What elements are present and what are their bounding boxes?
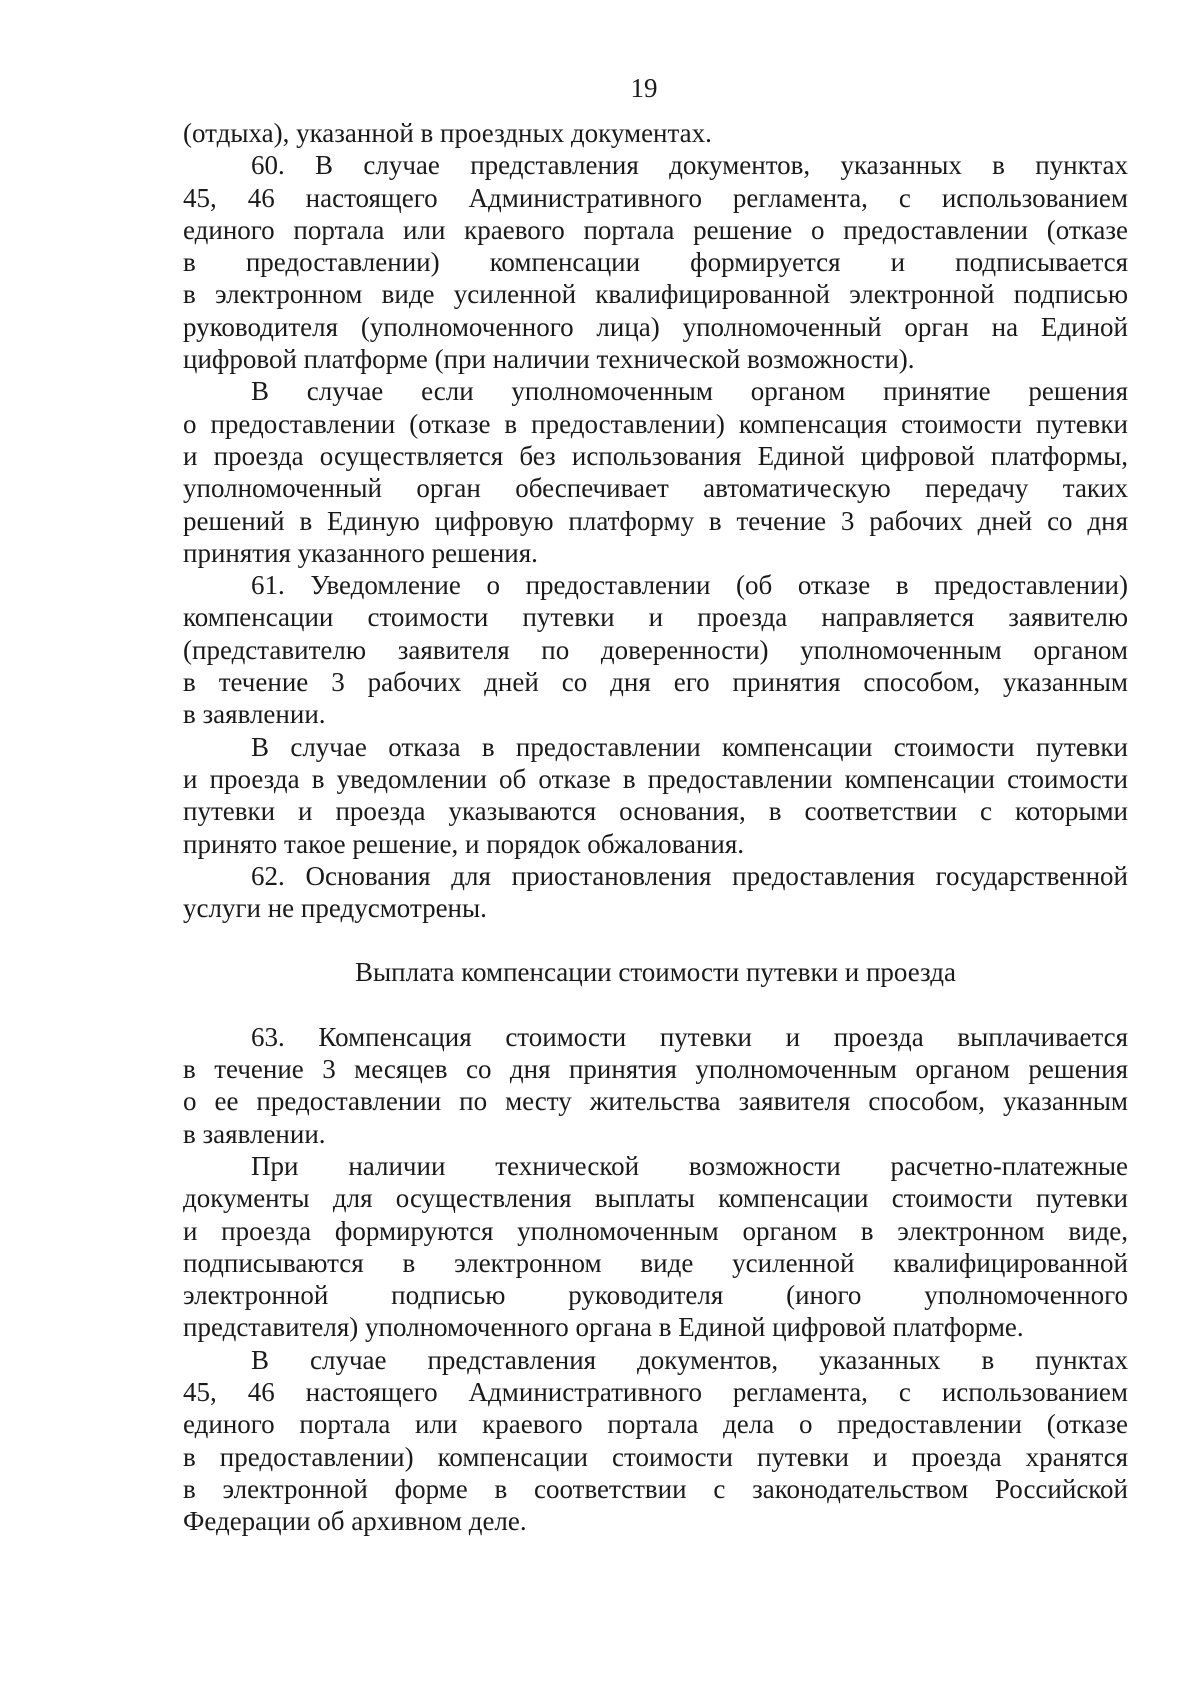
text-line: 63. Компенсация стоимости путевки и проезда выплачивается [251, 1021, 1128, 1052]
text-line: уполномоченный орган обеспечивает автоматическую передачу таких [183, 473, 1128, 504]
text-line: решений в Единую цифровую платформу в течение 3 рабочих дней со дня [183, 505, 1128, 536]
text-line: о предоставлении (отказе в предоставлении) компенсация стоимости путевки [183, 408, 1128, 439]
page-number: 19 [630, 73, 658, 103]
text-line: о ее предоставлении по месту жительства заявителя способом, указанным [183, 1086, 1128, 1117]
text-line: в заявлении. [183, 1118, 326, 1149]
text-line: компенсации стоимости путевки и проезда направляется заявителю [183, 602, 1128, 633]
text-line: Федерации об архивном деле. [183, 1506, 527, 1537]
text-block-after-heading [183, 1021, 1128, 1538]
text-line: в заявлении. [183, 699, 326, 730]
text-line: в предоставлении) компенсации формируется и подписывается [183, 247, 1128, 278]
text-line: (отдыха), указанной в проездных документах. [183, 118, 712, 148]
text-line: 45, 46 настоящего Административного регламента, с использованием [183, 1376, 1128, 1407]
text-line: цифровой платформе (при наличии технической возможности). [183, 344, 915, 375]
text-line: в электронной форме в соответствии с законодательством Российской [183, 1473, 1128, 1504]
text-line: документы для осуществления выплаты компенсации стоимости путевки [183, 1183, 1128, 1214]
text-line: (представителю заявителя по доверенности) уполномоченным органом [183, 634, 1128, 665]
text-line: принятия указанного решения. [183, 537, 538, 568]
text-line: 45, 46 настоящего Административного регламента, с использованием [183, 182, 1128, 213]
document-body [183, 117, 1128, 1537]
text-line: При наличии технической возможности расчетно-платежные [251, 1150, 1128, 1181]
section-heading: Выплата компенсации стоимости путевки и проезда [355, 957, 956, 988]
text-line: 61. Уведомление о предоставлении (об отказе в предоставлении) [251, 570, 1128, 601]
text-line: в электронном виде усиленной квалифицированной электронной подписью [183, 279, 1128, 310]
text-line: В случае если уполномоченным органом принятие решения [251, 376, 1128, 407]
text-line: электронной подписью руководителя (иного уполномоченного [183, 1280, 1128, 1311]
text-line: В случае отказа в предоставлении компенсации стоимости путевки [251, 731, 1128, 762]
text-line: в течение 3 рабочих дней со дня его принятия способом, указанным [183, 667, 1128, 698]
text-line: в предоставлении) компенсации стоимости путевки и проезда хранятся [183, 1441, 1128, 1472]
text-line: руководителя (уполномоченного лица) уполномоченный орган на Единой [183, 311, 1128, 342]
text-line: принято такое решение, и порядок обжалования. [183, 828, 745, 859]
text-line: в течение 3 месяцев со дня принятия уполномоченным органом решения [183, 1054, 1128, 1085]
text-line: и проезда в уведомлении об отказе в предоставлении компенсации стоимости [183, 763, 1128, 794]
text-line: 60. В случае представления документов, указанных в пунктах [251, 150, 1128, 181]
text-line: путевки и проезда указываются основания, в соответствии с которыми [183, 796, 1128, 827]
text-line: услуги не предусмотрены. [183, 893, 487, 924]
text-line: 62. Основания для приостановления предоставления государственной [251, 860, 1128, 891]
text-line: единого портала или краевого портала решение о предоставлении (отказе [183, 214, 1128, 245]
text-block-before-heading [183, 117, 1128, 924]
text-line: единого портала или краевого портала дела о предоставлении (отказе [183, 1409, 1128, 1440]
text-line: представителя) уполномоченного органа в Единой цифровой платформе. [183, 1312, 1024, 1343]
text-line: и проезда осуществляется без использования Единой цифровой платформы, [183, 440, 1128, 471]
text-line: и проезда формируются уполномоченным органом в электронном виде, [183, 1215, 1128, 1246]
text-line: подписываются в электронном виде усиленной квалифицированной [183, 1247, 1128, 1278]
text-line: В случае представления документов, указанных в пунктах [251, 1344, 1128, 1375]
